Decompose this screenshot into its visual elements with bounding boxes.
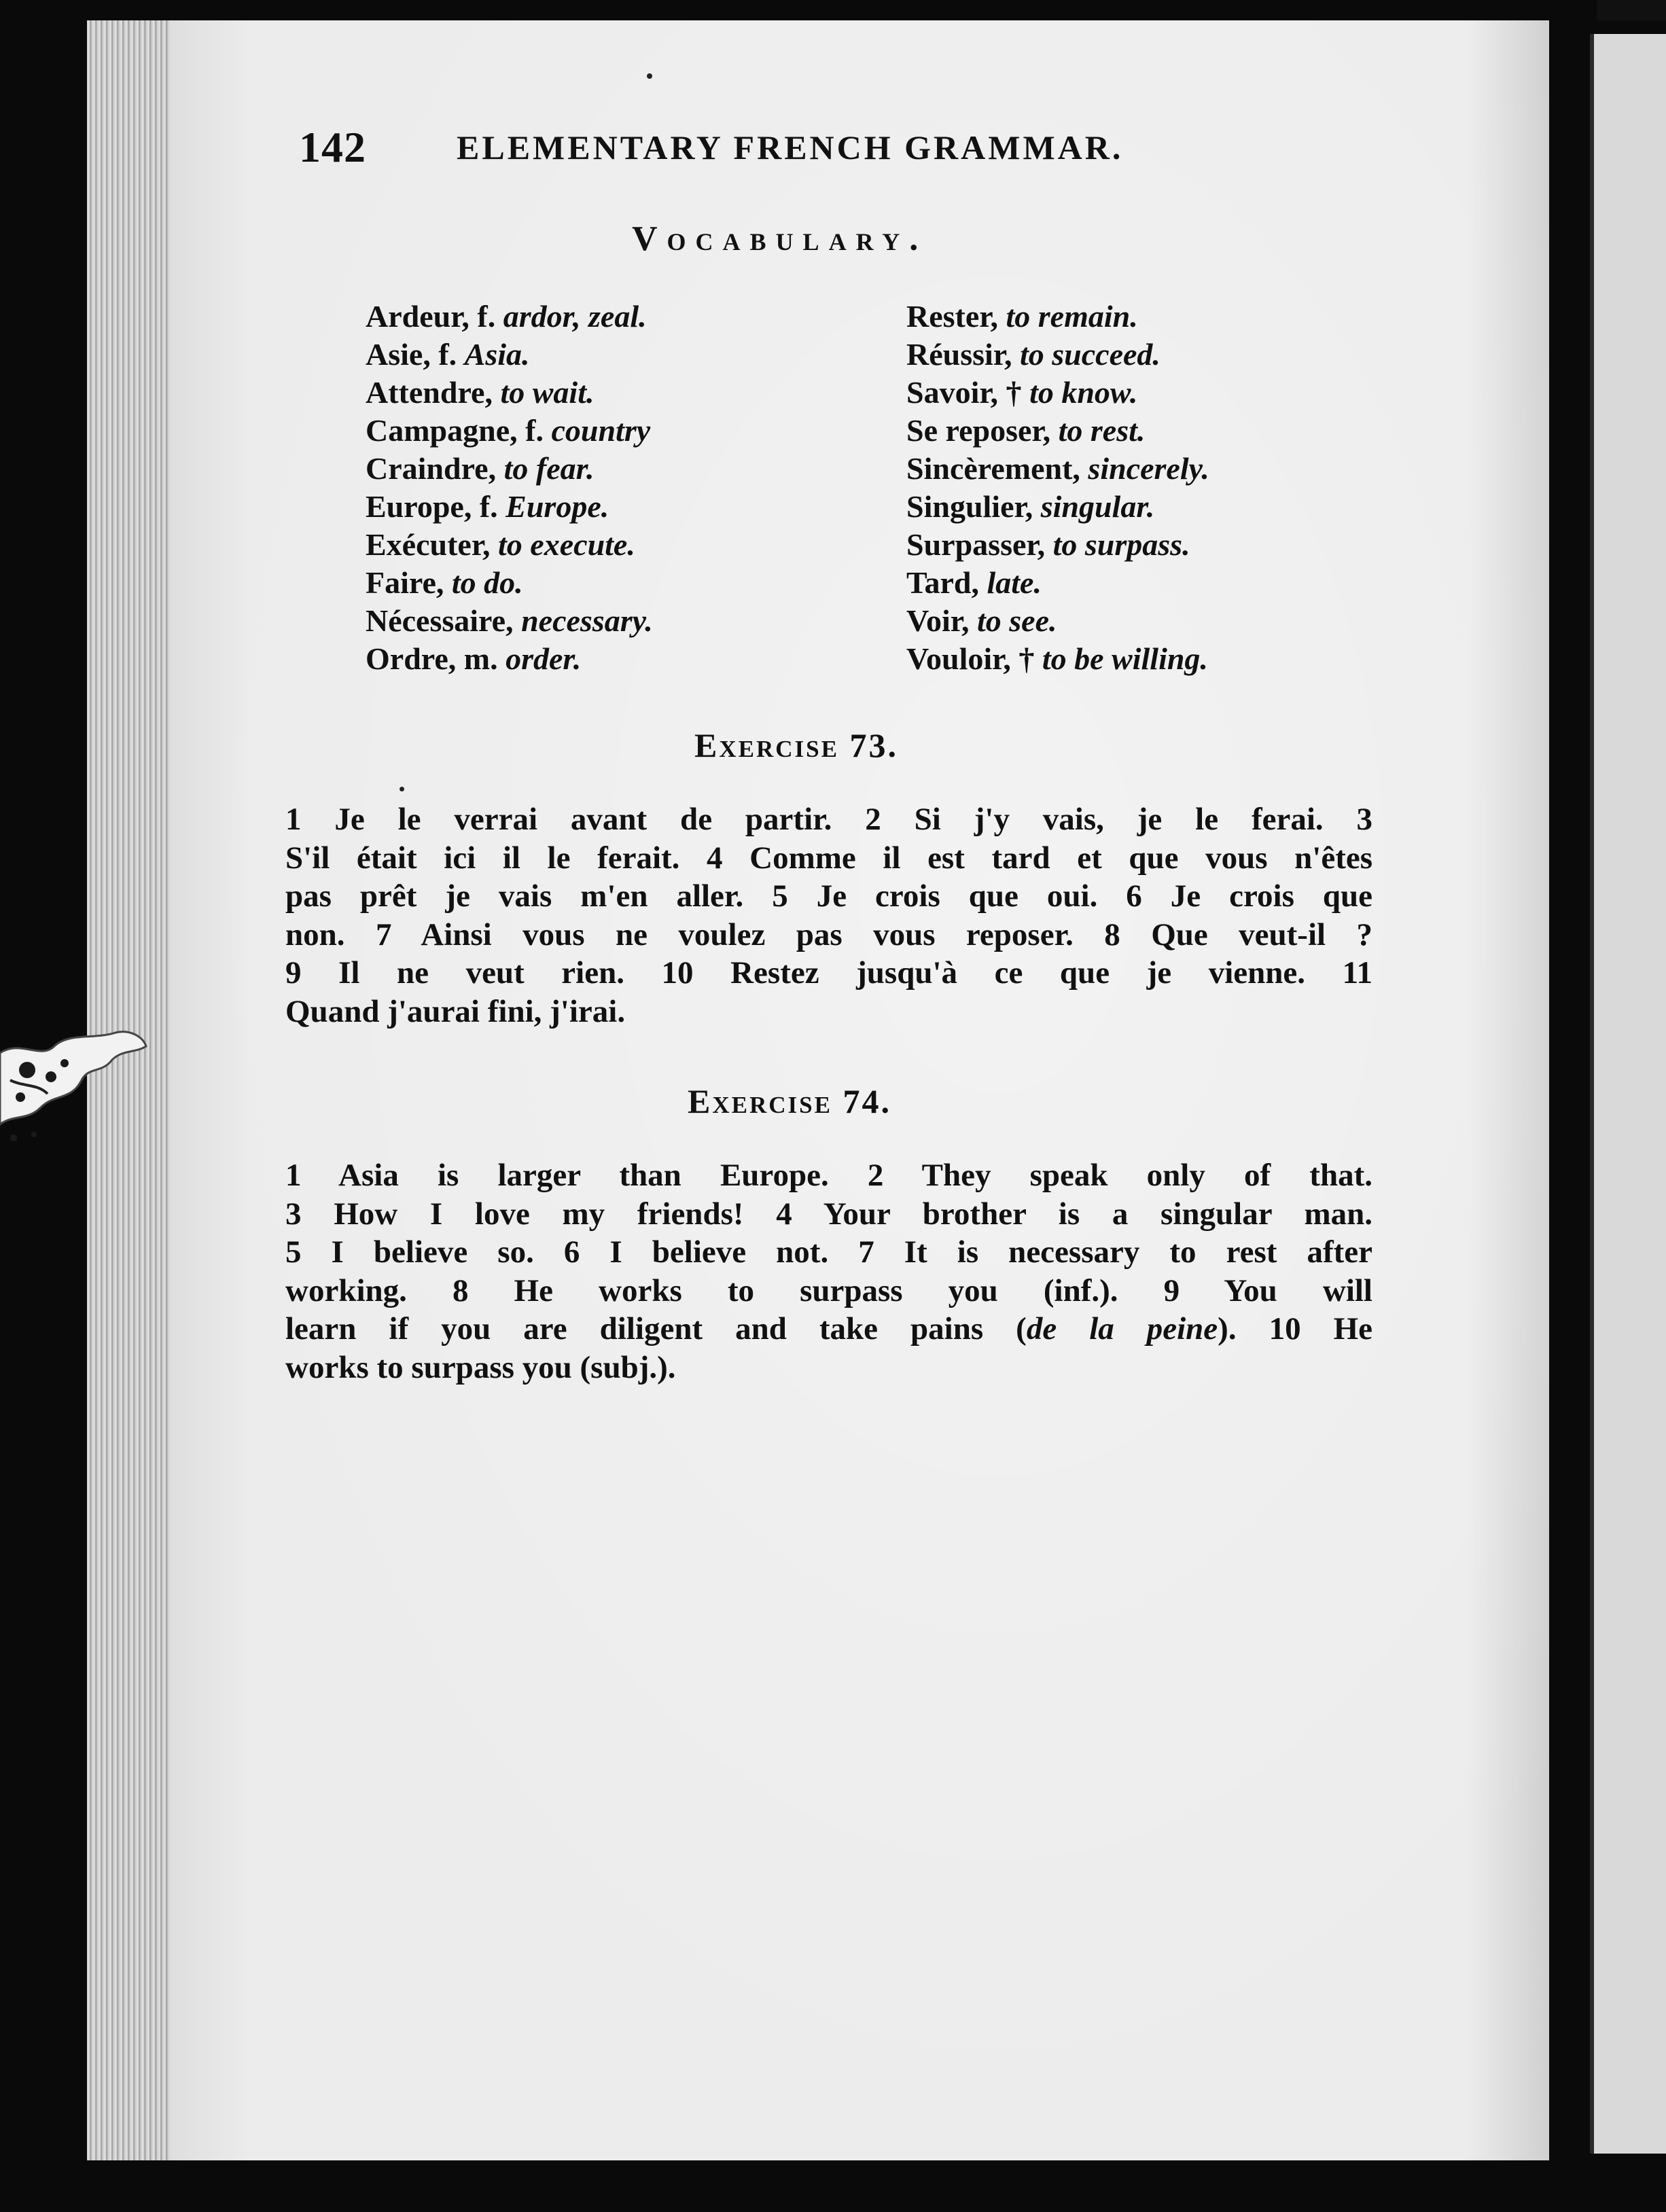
margin-damage-blot [0, 1012, 149, 1148]
vocabulary-entry [366, 298, 882, 336]
vocabulary-entry [906, 488, 1504, 526]
vocabulary-meaning: to see. [976, 603, 1057, 638]
vocabulary-word: Rester, [906, 299, 998, 334]
vocabulary-meaning: order. [506, 641, 582, 676]
scan-corner-mark [1597, 0, 1666, 20]
vocabulary-entry [366, 526, 882, 564]
exercise-line-before: learn if you are diligent and take pains ( [285, 1311, 1027, 1346]
vocabulary-entry [366, 450, 882, 488]
vocabulary-word: Asie, f. [366, 337, 457, 372]
adjacent-page-sliver [1590, 34, 1666, 2154]
vocabulary-entry [906, 450, 1504, 488]
vocabulary-entry [366, 488, 882, 526]
vocabulary-meaning: Europe. [506, 489, 609, 524]
exercise-line-before: works to surpass you (subj.). [285, 1349, 676, 1385]
vocabulary-meaning: Asia. [464, 337, 530, 372]
vocabulary-meaning: ardor, zeal. [503, 299, 647, 334]
exercise-74-text [285, 1156, 1372, 1387]
vocabulary-word: Savoir, † [906, 375, 1022, 410]
vocabulary-entry [366, 564, 882, 602]
vocabulary-entry [366, 336, 882, 374]
vocabulary-entry [906, 640, 1504, 678]
exercise-line-italic: de la peine [1026, 1311, 1218, 1346]
vocabulary-entry [906, 564, 1504, 602]
vocabulary-word: Réussir, [906, 337, 1012, 372]
exercise-line [285, 1195, 1372, 1234]
vocabulary-meaning: to wait. [500, 375, 595, 410]
exercise-73-text [285, 800, 1372, 1031]
vocabulary-word: Exécuter, [366, 527, 491, 562]
exercise-line-before: working. 8 He works to surpass you (inf.). 9 You will [285, 1272, 1372, 1308]
exercise-line-before: 1 Asia is larger than Europe. 2 They speak only of that. [285, 1158, 1372, 1193]
vocabulary-meaning: late. [987, 565, 1042, 600]
exercise-line [285, 1272, 1372, 1310]
vocabulary-word: Sincèrement, [906, 451, 1080, 486]
exercise-line: Quand j'aurai fini, j'irai. [285, 993, 626, 1029]
vocabulary-meaning: to fear. [503, 451, 595, 486]
vocabulary-meaning: necessary. [521, 603, 653, 638]
vocabulary-word: Campagne, f. [366, 413, 544, 448]
vocabulary-meaning: to be willing. [1042, 641, 1208, 676]
ink-speck [400, 787, 404, 791]
vocabulary-word: Europe, f. [366, 489, 498, 524]
vocabulary-meaning: to remain. [1006, 299, 1138, 334]
exercise-line [285, 1233, 1372, 1272]
vocabulary-entry [366, 374, 882, 412]
vocabulary-word: Faire, [366, 565, 444, 600]
vocabulary-meaning: singular. [1040, 489, 1155, 524]
vocabulary-word: Attendre, [366, 375, 493, 410]
vocabulary-meaning: to rest. [1058, 413, 1146, 448]
vocabulary-entry [906, 336, 1504, 374]
vocabulary-word: Nécessaire, [366, 603, 514, 638]
exercise-line: 1 Je le verrai avant de partir. 2 Si j'y vais, je le ferai. 3 [285, 802, 1372, 837]
vocabulary-meaning: to know. [1029, 375, 1138, 410]
vocabulary-word: Voir, [906, 603, 970, 638]
vocabulary-entry [906, 298, 1504, 336]
vocabulary-meaning: to execute. [498, 527, 635, 562]
vocabulary-word: Ordre, m. [366, 641, 498, 676]
vocabulary-entry [906, 526, 1504, 564]
vocabulary-entry [906, 602, 1504, 640]
vocabulary-word: Craindre, [366, 451, 497, 486]
vocabulary-entry [366, 640, 882, 678]
vocabulary-entry [366, 412, 882, 450]
ink-speck [647, 73, 652, 79]
vocabulary-right-column [906, 298, 1504, 678]
exercise-line [285, 1156, 1372, 1195]
vocabulary-word: Singulier, [906, 489, 1033, 524]
exercise-line-before: 3 How I love my friends! 4 Your brother is a singular man. [285, 1196, 1372, 1232]
exercise-line: pas prêt je vais m'en aller. 5 Je crois que oui. 6 Je crois que [285, 878, 1372, 914]
exercise-line [285, 1310, 1372, 1349]
exercise-73-heading: Exercise 73. [694, 726, 898, 764]
running-head [299, 122, 1250, 177]
vocabulary-meaning: to succeed. [1020, 337, 1160, 372]
vocabulary-word: Vouloir, † [906, 641, 1035, 676]
book-title: ELEMENTARY FRENCH GRAMMAR. [457, 128, 1124, 166]
vocabulary-word: Surpasser, [906, 527, 1046, 562]
exercise-line-before: 5 I believe so. 6 I believe not. 7 It is necessary to rest after [285, 1234, 1372, 1270]
vocabulary-heading: Vocabulary. [632, 219, 928, 258]
vocabulary-entry [366, 602, 882, 640]
vocabulary-entry [906, 412, 1504, 450]
exercise-line: non. 7 Ainsi vous ne voulez pas vous reposer. 8 Que veut-il ? [285, 916, 1372, 952]
vocabulary-meaning: sincerely. [1088, 451, 1209, 486]
exercise-line-after: ). 10 He [1218, 1311, 1372, 1346]
vocabulary-meaning: country [551, 413, 651, 448]
vocabulary-meaning: to surpass. [1052, 527, 1190, 562]
exercise-line [285, 1349, 1372, 1387]
vocabulary-word: Ardeur, f. [366, 299, 496, 334]
vocabulary-word: Tard, [906, 565, 979, 600]
vocabulary-entry [906, 374, 1504, 412]
exercise-74-heading: Exercise 74. [688, 1082, 891, 1120]
vocabulary-meaning: to do. [451, 565, 523, 600]
vocabulary-word: Se reposer, [906, 413, 1051, 448]
exercise-line: S'il était ici il le ferait. 4 Comme il est tard et que vous n'êtes [285, 840, 1372, 876]
exercise-line: 9 Il ne veut rien. 10 Restez jusqu'à ce que je vienne. 11 [285, 955, 1372, 991]
vocabulary-left-column [366, 298, 882, 678]
page-number: 142 [299, 123, 366, 171]
